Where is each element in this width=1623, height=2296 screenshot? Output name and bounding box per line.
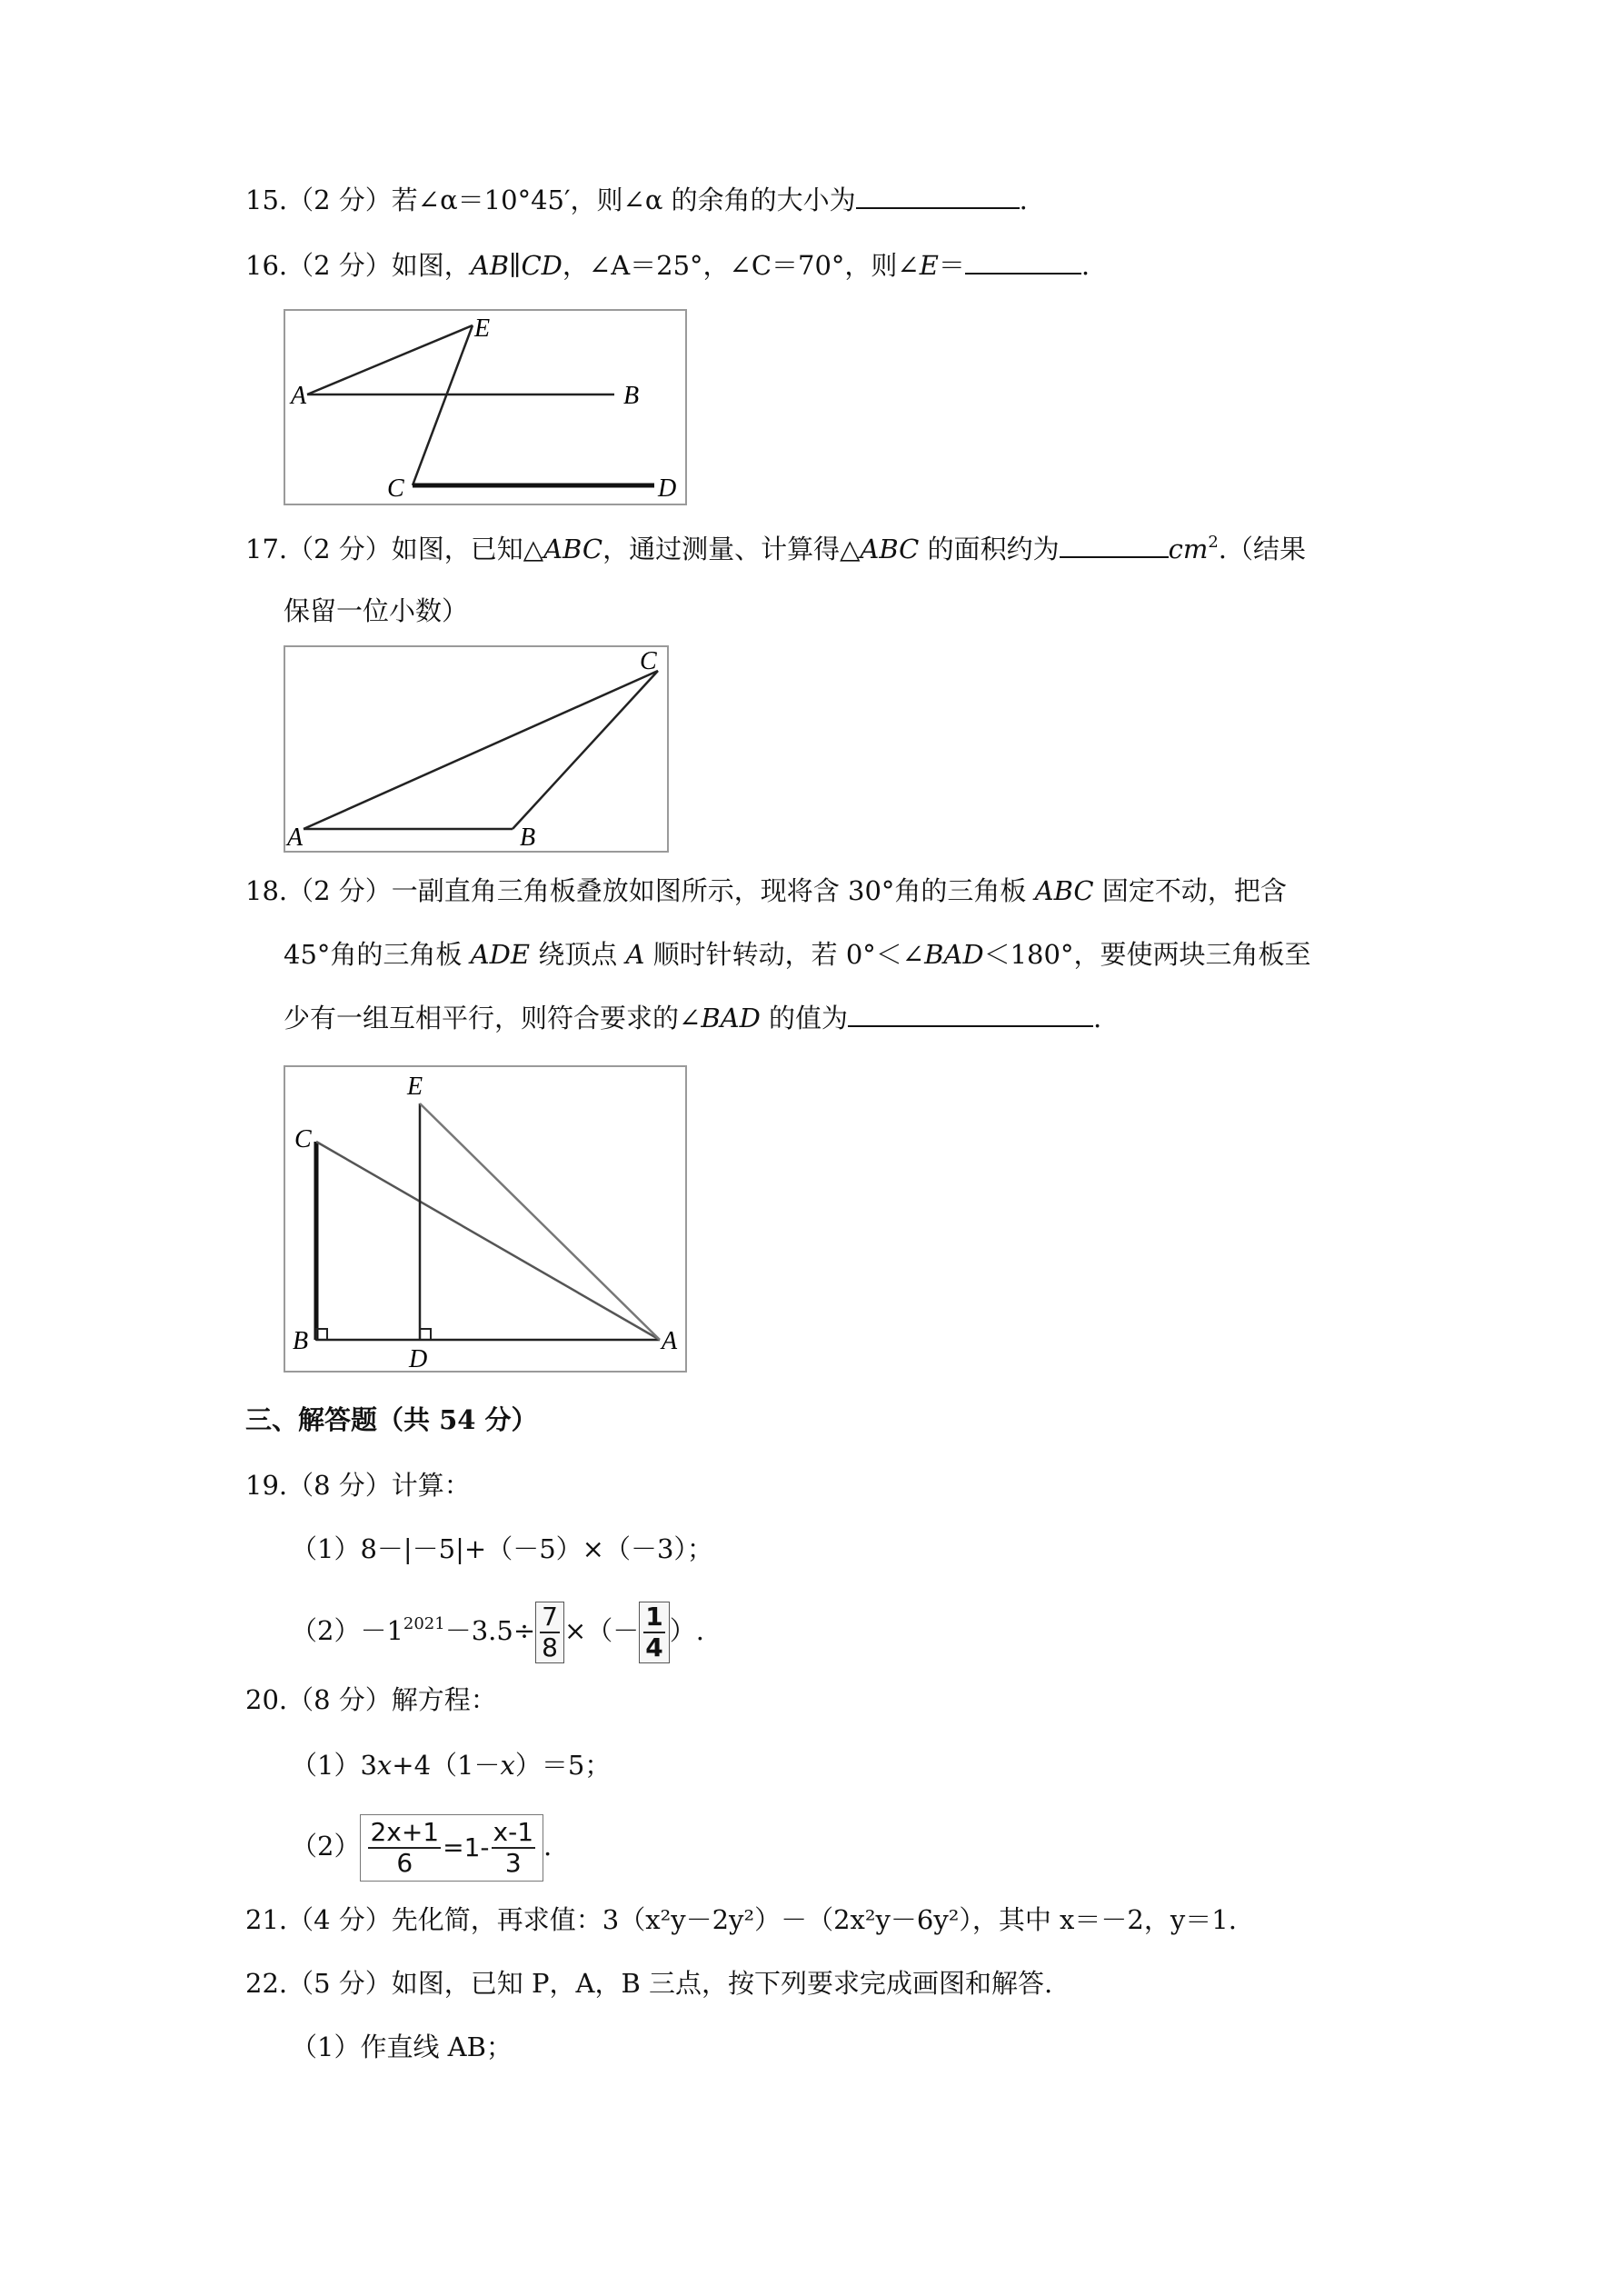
label-c: C (294, 1125, 312, 1153)
question-22 (245, 1965, 1052, 2002)
q15-answer-blank[interactable] (856, 184, 1020, 209)
section-heading (245, 1402, 538, 1438)
frac-den: 3 (504, 1848, 522, 1878)
q18-figure (284, 1065, 687, 1373)
q16-answer-blank[interactable] (965, 249, 1081, 275)
q20-p1-end: ）＝5； (514, 1750, 612, 1781)
question-16 (245, 247, 1090, 284)
q17-unit: cm (1168, 534, 1209, 564)
side-bc (513, 671, 658, 829)
q19-p2-mid: －3.5÷ (444, 1615, 536, 1646)
q20-p2-pre: （2） (291, 1831, 361, 1862)
q17-figure (284, 645, 669, 853)
q22-p1-text: （1）作直线 AB； (291, 2031, 513, 2062)
label-c: C (640, 647, 657, 675)
q18-abc: ABC (1034, 875, 1094, 906)
label-b: B (623, 382, 640, 410)
q17-answer-blank[interactable] (1060, 533, 1169, 558)
equation-box (360, 1814, 543, 1882)
q17-abc: ABC (543, 534, 603, 564)
q18-a: A (625, 939, 645, 970)
label-b: B (293, 1327, 309, 1355)
line-ae (307, 325, 473, 394)
q17-note: 保留一位小数） (284, 595, 469, 626)
q20-part1 (291, 1747, 611, 1783)
fraction-left (368, 1818, 441, 1878)
q20-p1-mid: +4（1－ (392, 1750, 501, 1781)
q17-mid: ，通过测量、计算得△ (602, 534, 861, 564)
q17-mid2: 的面积约为 (919, 534, 1060, 564)
eq-sign: =1- (443, 1832, 490, 1862)
q18-bad: BAD (924, 939, 984, 970)
label-d: D (658, 474, 677, 503)
section-title: 三、解答题（共 54 分） (245, 1404, 538, 1435)
q21-text: 21.（4 分）先化简，再求值：3（x²y－2y²）－（2x²y－6y²），其中 x＝－2，y＝1. (245, 1904, 1237, 1935)
fraction-right (492, 1818, 536, 1878)
q17-unit-exp: 2 (1208, 533, 1219, 552)
q18-line2 (284, 936, 1310, 973)
q15-end: . (1019, 185, 1028, 215)
q20-var-x: x (376, 1750, 393, 1781)
q19-p2-pre: （2）－1 (291, 1615, 403, 1646)
label-a: A (291, 382, 307, 410)
q18-line3-pre: 少有一组互相平行，则符合要求的∠ (284, 1003, 702, 1033)
q17-prefix: 17.（2 分）如图，已知△ (245, 534, 544, 564)
q20-title: 20.（8 分）解方程： (245, 1684, 497, 1715)
q16-parallel: AB∥CD (470, 250, 563, 281)
q17-end: .（结果 (1218, 534, 1307, 564)
side-ac (304, 671, 658, 829)
label-a: A (662, 1327, 678, 1355)
frac-num: 1 (645, 1602, 663, 1632)
question-18 (245, 873, 1287, 909)
q18-bad2: BAD (701, 1003, 761, 1033)
q18-line2-pre: 45°角的三角板 (284, 939, 471, 970)
question-17 (245, 531, 1306, 567)
q19-part1 (291, 1531, 713, 1567)
label-c: C (387, 474, 404, 503)
q20-p2-end: . (543, 1831, 553, 1862)
question-21 (245, 1902, 1237, 1938)
q18-line2-mid2: 顺时针转动，若 0°＜∠ (644, 939, 925, 970)
q18-line2-mid: 绕顶点 (530, 939, 626, 970)
q19-part2 (291, 1602, 704, 1663)
line-ec (413, 325, 473, 485)
q18-line3 (284, 1000, 1101, 1036)
q17-abc2: ABC (860, 534, 920, 564)
label-e: E (407, 1073, 423, 1101)
label-e: E (474, 314, 491, 343)
question-20 (245, 1682, 497, 1718)
right-angle-d (420, 1329, 431, 1340)
q16-angle-e: E (919, 250, 939, 281)
q22-text: 22.（5 分）如图，已知 P，A，B 三点，按下列要求完成画图和解答. (245, 1968, 1053, 1999)
label-a: A (287, 824, 304, 851)
fraction-1-4 (639, 1602, 669, 1663)
q16-figure (284, 309, 687, 505)
q20-var-x2: x (500, 1750, 515, 1781)
q19-p2-mid2: ×（－ (563, 1615, 640, 1646)
q18-end: . (1093, 1003, 1102, 1033)
fraction-7-8 (535, 1602, 564, 1663)
q16-eq: ＝ (938, 250, 965, 281)
frac-den: 4 (645, 1632, 663, 1662)
q18-line2-post: ＜180°，要使两块三角板至 (983, 939, 1311, 970)
question-19 (245, 1467, 471, 1503)
q19-title: 19.（8 分）计算： (245, 1470, 471, 1501)
q16-condition: ，∠A＝25°，∠C＝70°，则∠ (562, 250, 920, 281)
q20-part2 (291, 1814, 552, 1882)
q17-line2 (284, 593, 468, 629)
q16-prefix: 16.（2 分）如图， (245, 250, 471, 281)
q16-end: . (1080, 250, 1090, 281)
frac-num: 7 (542, 1602, 558, 1632)
q19-p2-exp: 2021 (403, 1614, 445, 1633)
q15-text: 15.（2 分）若∠α＝10°45′，则∠α 的余角的大小为 (245, 185, 856, 215)
q18-answer-blank[interactable] (848, 1002, 1093, 1027)
q18-line3-post: 的值为 (760, 1003, 849, 1033)
q18-ade: ADE (470, 939, 530, 970)
frac-den: 6 (396, 1848, 413, 1878)
frac-num: x-1 (493, 1817, 534, 1847)
q19-p1-text: （1）8－|－5|+（－5）×（－3）； (291, 1533, 713, 1564)
label-d: D (409, 1345, 428, 1371)
label-b: B (520, 824, 536, 851)
q18-line1-post: 固定不动，把含 (1093, 875, 1287, 906)
q18-line1-pre: 18.（2 分）一副直角三角板叠放如图所示，现将含 30°角的三角板 (245, 875, 1035, 906)
q20-p1-pre: （1）3 (291, 1750, 377, 1781)
q19-p2-end: ）. (669, 1615, 704, 1646)
frac-num: 2x+1 (370, 1817, 440, 1847)
frac-den: 8 (542, 1632, 558, 1662)
q22-part1 (291, 2029, 513, 2065)
question-15 (245, 182, 1028, 218)
